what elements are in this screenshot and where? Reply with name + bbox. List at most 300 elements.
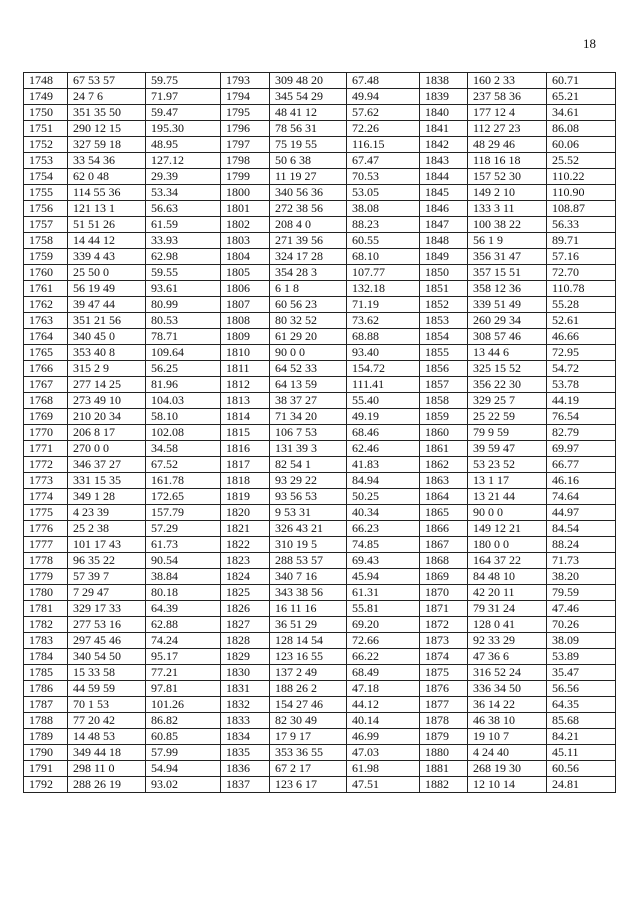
value-cell: 53.89	[547, 649, 616, 665]
table-row	[24, 585, 616, 601]
year-cell: 1755	[24, 185, 68, 201]
value-cell: 47.18	[347, 681, 420, 697]
value-cell: 56.33	[547, 217, 616, 233]
year-cell: 1881	[420, 761, 468, 777]
table-row	[24, 713, 616, 729]
angle-cell: 79 9 59	[468, 425, 547, 441]
angle-cell: 75 19 55	[270, 137, 347, 153]
table-row	[24, 265, 616, 281]
year-cell: 1871	[420, 601, 468, 617]
table-row	[24, 681, 616, 697]
angle-cell: 349 44 18	[68, 745, 146, 761]
angle-cell: 157 52 30	[468, 169, 547, 185]
angle-cell: 78 56 31	[270, 121, 347, 137]
year-cell: 1859	[420, 409, 468, 425]
value-cell: 84.21	[547, 729, 616, 745]
value-cell: 47.51	[347, 777, 420, 793]
angle-cell: 24 7 6	[68, 89, 146, 105]
angle-cell: 316 52 24	[468, 665, 547, 681]
angle-cell: 39 59 47	[468, 441, 547, 457]
angle-cell: 336 34 50	[468, 681, 547, 697]
value-cell: 84.54	[547, 521, 616, 537]
year-cell: 1805	[221, 265, 270, 281]
angle-cell: 92 33 29	[468, 633, 547, 649]
value-cell: 60.71	[547, 73, 616, 89]
year-cell: 1812	[221, 377, 270, 393]
year-cell: 1783	[24, 633, 68, 649]
value-cell: 71.73	[547, 553, 616, 569]
value-cell: 69.97	[547, 441, 616, 457]
table-row	[24, 777, 616, 793]
value-cell: 116.15	[347, 137, 420, 153]
table-row	[24, 521, 616, 537]
table-row	[24, 489, 616, 505]
table-row	[24, 137, 616, 153]
table-row	[24, 569, 616, 585]
angle-cell: 310 19 5	[270, 537, 347, 553]
table-row	[24, 505, 616, 521]
value-cell: 66.22	[347, 649, 420, 665]
angle-cell: 237 58 36	[468, 89, 547, 105]
angle-cell: 4 23 39	[68, 505, 146, 521]
angle-cell: 315 2 9	[68, 361, 146, 377]
value-cell: 66.77	[547, 457, 616, 473]
value-cell: 80.99	[146, 297, 221, 313]
value-cell: 72.70	[547, 265, 616, 281]
value-cell: 132.18	[347, 281, 420, 297]
angle-cell: 82 30 49	[270, 713, 347, 729]
year-cell: 1804	[221, 249, 270, 265]
angle-cell: 180 0 0	[468, 537, 547, 553]
year-cell: 1775	[24, 505, 68, 521]
table-row	[24, 297, 616, 313]
table-row	[24, 665, 616, 681]
value-cell: 95.17	[146, 649, 221, 665]
value-cell: 60.56	[547, 761, 616, 777]
value-cell: 41.83	[347, 457, 420, 473]
angle-cell: 57 39 7	[68, 569, 146, 585]
year-cell: 1875	[420, 665, 468, 681]
year-cell: 1839	[420, 89, 468, 105]
angle-cell: 14 48 53	[68, 729, 146, 745]
table-row	[24, 553, 616, 569]
value-cell: 64.35	[547, 697, 616, 713]
angle-cell: 46 38 10	[468, 713, 547, 729]
year-cell: 1748	[24, 73, 68, 89]
angle-cell: 4 24 40	[468, 745, 547, 761]
value-cell: 82.79	[547, 425, 616, 441]
value-cell: 57.99	[146, 745, 221, 761]
angle-cell: 25 50 0	[68, 265, 146, 281]
value-cell: 56.63	[146, 201, 221, 217]
year-cell: 1872	[420, 617, 468, 633]
table-row	[24, 105, 616, 121]
year-cell: 1760	[24, 265, 68, 281]
angle-cell: 6 1 8	[270, 281, 347, 297]
table-row	[24, 729, 616, 745]
angle-cell: 61 29 20	[270, 329, 347, 345]
angle-cell: 298 11 0	[68, 761, 146, 777]
page-number: 18	[583, 36, 596, 51]
value-cell: 81.96	[146, 377, 221, 393]
value-cell: 79.59	[547, 585, 616, 601]
year-cell: 1791	[24, 761, 68, 777]
year-cell: 1882	[420, 777, 468, 793]
angle-cell: 56 1 9	[468, 233, 547, 249]
angle-cell: 325 15 52	[468, 361, 547, 377]
year-cell: 1813	[221, 393, 270, 409]
year-cell: 1833	[221, 713, 270, 729]
angle-cell: 51 51 26	[68, 217, 146, 233]
value-cell: 60.85	[146, 729, 221, 745]
year-cell: 1862	[420, 457, 468, 473]
year-cell: 1810	[221, 345, 270, 361]
angle-cell: 346 37 27	[68, 457, 146, 473]
table-row	[24, 201, 616, 217]
value-cell: 64.39	[146, 601, 221, 617]
year-cell: 1858	[420, 393, 468, 409]
angle-cell: 62 0 48	[68, 169, 146, 185]
value-cell: 61.73	[146, 537, 221, 553]
value-cell: 44.97	[547, 505, 616, 521]
year-cell: 1879	[420, 729, 468, 745]
value-cell: 74.64	[547, 489, 616, 505]
angle-cell: 288 26 19	[68, 777, 146, 793]
year-cell: 1797	[221, 137, 270, 153]
angle-cell: 13 1 17	[468, 473, 547, 489]
angle-cell: 7 29 47	[68, 585, 146, 601]
year-cell: 1794	[221, 89, 270, 105]
angle-cell: 14 44 12	[68, 233, 146, 249]
year-cell: 1763	[24, 313, 68, 329]
angle-cell: 149 2 10	[468, 185, 547, 201]
value-cell: 69.20	[347, 617, 420, 633]
year-cell: 1854	[420, 329, 468, 345]
value-cell: 34.58	[146, 441, 221, 457]
table-row	[24, 649, 616, 665]
angle-cell: 356 22 30	[468, 377, 547, 393]
table-row	[24, 73, 616, 89]
value-cell: 59.75	[146, 73, 221, 89]
angle-cell: 331 15 35	[68, 473, 146, 489]
angle-cell: 277 14 25	[68, 377, 146, 393]
angle-cell: 77 20 42	[68, 713, 146, 729]
year-cell: 1774	[24, 489, 68, 505]
year-cell: 1800	[221, 185, 270, 201]
year-cell: 1834	[221, 729, 270, 745]
year-cell: 1772	[24, 457, 68, 473]
year-cell: 1790	[24, 745, 68, 761]
angle-cell: 36 51 29	[270, 617, 347, 633]
angle-cell: 326 43 21	[270, 521, 347, 537]
year-cell: 1844	[420, 169, 468, 185]
angle-cell: 356 31 47	[468, 249, 547, 265]
year-cell: 1853	[420, 313, 468, 329]
angle-cell: 70 1 53	[68, 697, 146, 713]
angle-cell: 273 49 10	[68, 393, 146, 409]
year-cell: 1821	[221, 521, 270, 537]
angle-cell: 208 4 0	[270, 217, 347, 233]
year-cell: 1837	[221, 777, 270, 793]
value-cell: 61.59	[146, 217, 221, 233]
table-row	[24, 473, 616, 489]
value-cell: 161.78	[146, 473, 221, 489]
year-cell: 1777	[24, 537, 68, 553]
table-row	[24, 153, 616, 169]
angle-cell: 339 4 43	[68, 249, 146, 265]
angle-cell: 25 22 59	[468, 409, 547, 425]
value-cell: 55.40	[347, 393, 420, 409]
year-cell: 1840	[420, 105, 468, 121]
table-row	[24, 601, 616, 617]
table-row	[24, 409, 616, 425]
year-cell: 1799	[221, 169, 270, 185]
year-cell: 1866	[420, 521, 468, 537]
year-cell: 1817	[221, 457, 270, 473]
year-cell: 1880	[420, 745, 468, 761]
year-cell: 1773	[24, 473, 68, 489]
value-cell: 72.95	[547, 345, 616, 361]
year-cell: 1852	[420, 297, 468, 313]
angle-cell: 160 2 33	[468, 73, 547, 89]
year-cell: 1770	[24, 425, 68, 441]
year-cell: 1876	[420, 681, 468, 697]
table-row	[24, 329, 616, 345]
angle-cell: 340 54 50	[68, 649, 146, 665]
value-cell: 74.85	[347, 537, 420, 553]
year-cell: 1766	[24, 361, 68, 377]
year-cell: 1870	[420, 585, 468, 601]
angle-cell: 121 13 1	[68, 201, 146, 217]
table-row	[24, 89, 616, 105]
year-cell: 1877	[420, 697, 468, 713]
angle-cell: 36 14 22	[468, 697, 547, 713]
angle-cell: 13 21 44	[468, 489, 547, 505]
value-cell: 93.61	[146, 281, 221, 297]
value-cell: 24.81	[547, 777, 616, 793]
year-cell: 1865	[420, 505, 468, 521]
angle-cell: 324 17 28	[270, 249, 347, 265]
angle-cell: 309 48 20	[270, 73, 347, 89]
year-cell: 1868	[420, 553, 468, 569]
year-cell: 1785	[24, 665, 68, 681]
table-row	[24, 249, 616, 265]
angle-cell: 11 19 27	[270, 169, 347, 185]
value-cell: 104.03	[146, 393, 221, 409]
year-cell: 1831	[221, 681, 270, 697]
table-row	[24, 537, 616, 553]
angle-cell: 354 28 3	[270, 265, 347, 281]
angle-cell: 60 56 23	[270, 297, 347, 313]
value-cell: 61.31	[347, 585, 420, 601]
value-cell: 70.26	[547, 617, 616, 633]
value-cell: 57.29	[146, 521, 221, 537]
year-cell: 1754	[24, 169, 68, 185]
value-cell: 25.52	[547, 153, 616, 169]
value-cell: 107.77	[347, 265, 420, 281]
value-cell: 77.21	[146, 665, 221, 681]
value-cell: 74.24	[146, 633, 221, 649]
value-cell: 60.06	[547, 137, 616, 153]
value-cell: 38.84	[146, 569, 221, 585]
year-cell: 1815	[221, 425, 270, 441]
year-cell: 1848	[420, 233, 468, 249]
value-cell: 157.79	[146, 505, 221, 521]
table-row	[24, 617, 616, 633]
year-cell: 1808	[221, 313, 270, 329]
year-cell: 1829	[221, 649, 270, 665]
year-cell: 1851	[420, 281, 468, 297]
year-cell: 1784	[24, 649, 68, 665]
value-cell: 56.56	[547, 681, 616, 697]
value-cell: 62.98	[146, 249, 221, 265]
value-cell: 52.61	[547, 313, 616, 329]
value-cell: 76.54	[547, 409, 616, 425]
value-cell: 47.03	[347, 745, 420, 761]
value-cell: 102.08	[146, 425, 221, 441]
value-cell: 172.65	[146, 489, 221, 505]
year-cell: 1757	[24, 217, 68, 233]
year-cell: 1795	[221, 105, 270, 121]
value-cell: 88.23	[347, 217, 420, 233]
year-cell: 1818	[221, 473, 270, 489]
value-cell: 59.55	[146, 265, 221, 281]
year-cell: 1823	[221, 553, 270, 569]
year-cell: 1849	[420, 249, 468, 265]
angle-cell: 340 45 0	[68, 329, 146, 345]
year-cell: 1816	[221, 441, 270, 457]
angle-cell: 210 20 34	[68, 409, 146, 425]
year-cell: 1864	[420, 489, 468, 505]
angle-cell: 39 47 44	[68, 297, 146, 313]
value-cell: 40.14	[347, 713, 420, 729]
value-cell: 71.97	[146, 89, 221, 105]
value-cell: 89.71	[547, 233, 616, 249]
value-cell: 46.16	[547, 473, 616, 489]
year-cell: 1825	[221, 585, 270, 601]
value-cell: 54.72	[547, 361, 616, 377]
table-row	[24, 761, 616, 777]
value-cell: 53.34	[146, 185, 221, 201]
value-cell: 111.41	[347, 377, 420, 393]
year-cell: 1768	[24, 393, 68, 409]
angle-cell: 329 17 33	[68, 601, 146, 617]
year-cell: 1814	[221, 409, 270, 425]
angle-cell: 340 7 16	[270, 569, 347, 585]
value-cell: 154.72	[347, 361, 420, 377]
year-cell: 1793	[221, 73, 270, 89]
year-cell: 1802	[221, 217, 270, 233]
value-cell: 110.78	[547, 281, 616, 297]
value-cell: 45.11	[547, 745, 616, 761]
table-row	[24, 425, 616, 441]
table-row	[24, 281, 616, 297]
value-cell: 50.25	[347, 489, 420, 505]
value-cell: 46.66	[547, 329, 616, 345]
year-cell: 1761	[24, 281, 68, 297]
value-cell: 68.49	[347, 665, 420, 681]
value-cell: 57.62	[347, 105, 420, 121]
value-cell: 84.94	[347, 473, 420, 489]
angle-cell: 47 36 6	[468, 649, 547, 665]
table-row	[24, 633, 616, 649]
value-cell: 69.43	[347, 553, 420, 569]
value-cell: 108.87	[547, 201, 616, 217]
angle-cell: 154 27 46	[270, 697, 347, 713]
value-cell: 62.46	[347, 441, 420, 457]
year-cell: 1826	[221, 601, 270, 617]
year-cell: 1762	[24, 297, 68, 313]
angle-cell: 79 31 24	[468, 601, 547, 617]
table-row	[24, 745, 616, 761]
angle-cell: 101 17 43	[68, 537, 146, 553]
value-cell: 97.81	[146, 681, 221, 697]
angle-cell: 90 0 0	[270, 345, 347, 361]
angle-cell: 118 16 18	[468, 153, 547, 169]
table-row	[24, 377, 616, 393]
year-cell: 1767	[24, 377, 68, 393]
angle-cell: 123 16 55	[270, 649, 347, 665]
angle-cell: 12 10 14	[468, 777, 547, 793]
value-cell: 86.82	[146, 713, 221, 729]
angle-cell: 128 14 54	[270, 633, 347, 649]
angle-cell: 82 54 1	[270, 457, 347, 473]
value-cell: 59.47	[146, 105, 221, 121]
angle-cell: 93 56 53	[270, 489, 347, 505]
value-cell: 67.48	[347, 73, 420, 89]
angle-cell: 277 53 16	[68, 617, 146, 633]
angle-cell: 128 0 41	[468, 617, 547, 633]
angle-cell: 351 21 56	[68, 313, 146, 329]
year-cell: 1752	[24, 137, 68, 153]
angle-cell: 206 8 17	[68, 425, 146, 441]
table-row	[24, 393, 616, 409]
year-cell: 1749	[24, 89, 68, 105]
angle-cell: 271 39 56	[270, 233, 347, 249]
angle-cell: 80 32 52	[270, 313, 347, 329]
year-cell: 1771	[24, 441, 68, 457]
value-cell: 48.95	[146, 137, 221, 153]
year-cell: 1847	[420, 217, 468, 233]
year-cell: 1867	[420, 537, 468, 553]
year-cell: 1820	[221, 505, 270, 521]
value-cell: 90.54	[146, 553, 221, 569]
year-cell: 1846	[420, 201, 468, 217]
value-cell: 44.12	[347, 697, 420, 713]
value-cell: 38.08	[347, 201, 420, 217]
table-row	[24, 121, 616, 137]
year-cell: 1756	[24, 201, 68, 217]
year-cell: 1824	[221, 569, 270, 585]
angle-cell: 56 19 49	[68, 281, 146, 297]
value-cell: 72.66	[347, 633, 420, 649]
year-cell: 1753	[24, 153, 68, 169]
value-cell: 86.08	[547, 121, 616, 137]
angle-cell: 308 57 46	[468, 329, 547, 345]
value-cell: 44.19	[547, 393, 616, 409]
angle-cell: 358 12 36	[468, 281, 547, 297]
angle-cell: 340 56 36	[270, 185, 347, 201]
table-row	[24, 441, 616, 457]
value-cell: 49.94	[347, 89, 420, 105]
angle-cell: 327 59 18	[68, 137, 146, 153]
year-cell: 1850	[420, 265, 468, 281]
year-cell: 1822	[221, 537, 270, 553]
year-cell: 1832	[221, 697, 270, 713]
year-cell: 1758	[24, 233, 68, 249]
value-cell: 57.16	[547, 249, 616, 265]
value-cell: 61.98	[347, 761, 420, 777]
